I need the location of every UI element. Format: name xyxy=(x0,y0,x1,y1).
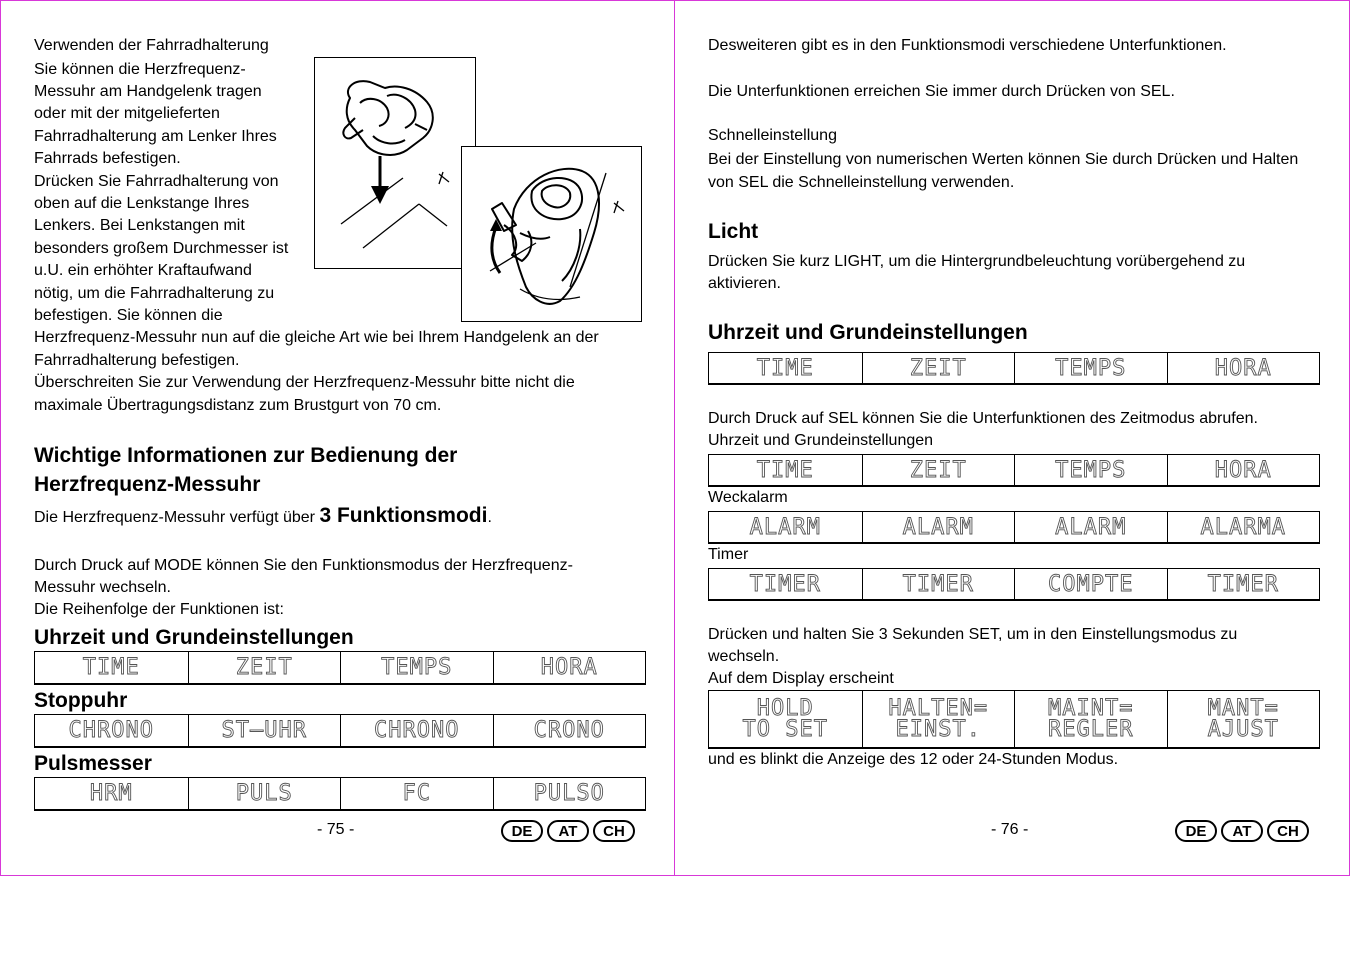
display-cell: HORA xyxy=(1167,455,1320,485)
display-cell: TIME xyxy=(756,355,814,381)
display-cell: ALARM xyxy=(1014,512,1167,542)
text-line: oder mit der mitgelieferten xyxy=(34,105,220,122)
time-settings-display-table xyxy=(708,352,1320,385)
mount-press-illustration xyxy=(314,57,476,269)
country-badge: AT xyxy=(547,820,589,842)
display-cell: TEMPS xyxy=(1014,353,1167,383)
info-heading-line-2: Herzfrequenz-Messuhr xyxy=(34,473,261,496)
display-cell: ALARMA xyxy=(1167,512,1320,542)
text-line: befestigen. Sie können die xyxy=(34,307,223,324)
display-cell: TIME xyxy=(756,457,814,483)
text-line: Lenkers. Bei Lenkstangen mit xyxy=(34,217,245,234)
watch-on-mount-drawing xyxy=(462,147,641,321)
text-line: Überschreiten Sie zur Verwendung der Herzfrequenz-Messuhr bitte nicht die xyxy=(34,374,575,391)
light-line: Drücken Sie kurz LIGHT, um die Hintergrundbeleuchtung vorübergehend zu xyxy=(708,253,1246,270)
mode-order-line: Die Reihenfolge der Funktionen ist: xyxy=(34,601,284,618)
timer-subfunction-table xyxy=(708,568,1320,601)
quick-setting-line: von SEL die Schnelleinstellung verwenden. xyxy=(708,174,1015,191)
display-cell: TIME xyxy=(82,655,140,680)
modes-intro-text: Die Herzfrequenz-Messuhr verfügt über xyxy=(34,509,316,526)
country-badge: AT xyxy=(1221,820,1263,842)
display-cell: COMPTE xyxy=(1014,569,1167,599)
bike-mount-heading: Verwenden der Fahrradhalterung xyxy=(34,37,269,54)
mode-switch-line: Durch Druck auf MODE können Sie den Funktionsmodus der Herzfrequenz- xyxy=(34,557,573,574)
subfunctions-reach: Die Unterfunktionen erreichen Sie immer durch Drücken von SEL. xyxy=(708,83,1175,100)
subfunction-label: Timer xyxy=(708,546,749,563)
modes-intro xyxy=(34,505,492,529)
modes-count: 3 Funktionsmodi xyxy=(319,504,488,527)
modes-period: . xyxy=(487,509,492,526)
text-line: Fahrrads befestigen. xyxy=(34,150,181,167)
watch-mount-illustration xyxy=(461,146,642,322)
display-cell: CHRONO xyxy=(340,715,493,746)
text-line: nötig, um die Fahrradhalterung zu xyxy=(34,285,275,302)
text-line: Fahrradhalterung am Lenker Ihres xyxy=(34,128,277,145)
display-cell: PULSO xyxy=(493,778,646,809)
country-badge: CH xyxy=(593,820,635,842)
alarm-subfunction-table xyxy=(708,511,1320,544)
display-cell: ST–UHR xyxy=(188,715,341,746)
display-cell: TIMER xyxy=(862,569,1015,599)
text-line: maximale Übertragungsdistanz zum Brustgurt von 70 cm. xyxy=(34,397,442,414)
subfunctions-term: Unterfunktionen xyxy=(1109,37,1223,54)
display-cell: CRONO xyxy=(493,715,646,746)
subfunctions-intro-text: Desweiteren gibt es in den Funktionsmodi verschiedene xyxy=(708,37,1105,54)
country-badge: DE xyxy=(1175,820,1217,842)
pulse-heading: Pulsmesser xyxy=(34,752,152,775)
sel-subfunction-text: Durch Druck auf SEL können Sie die Unterfunktionen des Zeitmodus abrufen. xyxy=(708,410,1258,427)
stopwatch-display-table xyxy=(34,714,646,748)
time-mode-display-table xyxy=(34,651,646,685)
quick-setting-heading: Schnelleinstellung xyxy=(708,127,837,144)
quick-setting-line: Bei der Einstellung von numerischen Werten können Sie durch Drücken und Halten xyxy=(708,151,1299,168)
display-cell: FC xyxy=(340,778,493,809)
display-cell: HALTEN= EINST. xyxy=(862,691,1015,747)
display-cell: MANT= AJUST xyxy=(1167,691,1320,747)
display-cell: ZEIT xyxy=(188,652,341,683)
display-cell: ZEIT xyxy=(862,455,1015,485)
subfunction-label: Uhrzeit und Grundeinstellungen xyxy=(708,432,934,449)
display-cell: HRM xyxy=(89,781,133,806)
display-cell: ALARM xyxy=(749,514,821,540)
display-cell: HOLD TO SET xyxy=(742,696,828,742)
mode-switch-line: Messuhr wechseln. xyxy=(34,579,171,596)
text-line: besonders großem Durchmesser ist xyxy=(34,240,289,257)
time-settings-heading: Uhrzeit und Grundeinstellungen xyxy=(708,321,1028,344)
country-badge: DE xyxy=(501,820,543,842)
light-line: aktivieren. xyxy=(708,275,781,292)
time-mode-heading: Uhrzeit und Grundeinstellungen xyxy=(34,626,354,649)
display-cell: TIMER xyxy=(1167,569,1320,599)
text-line: Sie können die Herzfrequenz- xyxy=(34,61,246,78)
display-cell: TIMER xyxy=(749,571,821,597)
display-cell: PULS xyxy=(188,778,341,809)
subfunctions-period: . xyxy=(1222,37,1227,54)
text-line: oben auf die Lenkstange Ihres xyxy=(34,195,250,212)
page-number: - 75 - xyxy=(317,821,355,838)
text-line: Drücken Sie Fahrradhalterung von xyxy=(34,173,279,190)
hold-set-line: Drücken und halten Sie 3 Sekunden SET, um in den Einstellungsmodus zu xyxy=(708,626,1238,643)
display-cell: HORA xyxy=(1167,353,1320,383)
page-number: - 76 - xyxy=(991,821,1029,838)
display-cell: HORA xyxy=(493,652,646,683)
country-badge: CH xyxy=(1267,820,1309,842)
country-badges xyxy=(1175,820,1309,842)
left-page xyxy=(0,0,675,876)
display-cell: TEMPS xyxy=(1014,455,1167,485)
subfunction-label: Weckalarm xyxy=(708,489,788,506)
light-heading: Licht xyxy=(708,220,759,243)
text-line: Messuhr am Handgelenk tragen xyxy=(34,83,262,100)
info-heading-line-1: Wichtige Informationen zur Bedienung der xyxy=(34,444,458,467)
hold-set-display-table xyxy=(708,690,1320,749)
blink-mode-text: und es blinkt die Anzeige des 12 oder 24-Stunden Modus. xyxy=(708,751,1119,768)
stopwatch-heading: Stoppuhr xyxy=(34,689,128,712)
hold-set-line: wechseln. xyxy=(708,648,780,665)
time-subfunction-table xyxy=(708,454,1320,487)
display-cell: ALARM xyxy=(862,512,1015,542)
text-line: Fahrradhalterung befestigen. xyxy=(34,352,240,369)
hold-set-line: Auf dem Display erscheint xyxy=(708,670,894,687)
display-cell: TEMPS xyxy=(340,652,493,683)
right-page xyxy=(674,0,1350,876)
handlebar-mount-drawing xyxy=(315,58,475,268)
pulse-display-table xyxy=(34,777,646,811)
subfunctions-intro xyxy=(708,35,1227,57)
country-badges xyxy=(501,820,635,842)
display-cell: ZEIT xyxy=(862,353,1015,383)
text-line: Herzfrequenz-Messuhr nun auf die gleiche Art wie bei Ihrem Handgelenk an der xyxy=(34,329,599,346)
display-cell: CHRONO xyxy=(68,718,154,743)
display-cell: MAINT= REGLER xyxy=(1014,691,1167,747)
text-line: u.U. ein erhöhter Kraftaufwand xyxy=(34,262,252,279)
